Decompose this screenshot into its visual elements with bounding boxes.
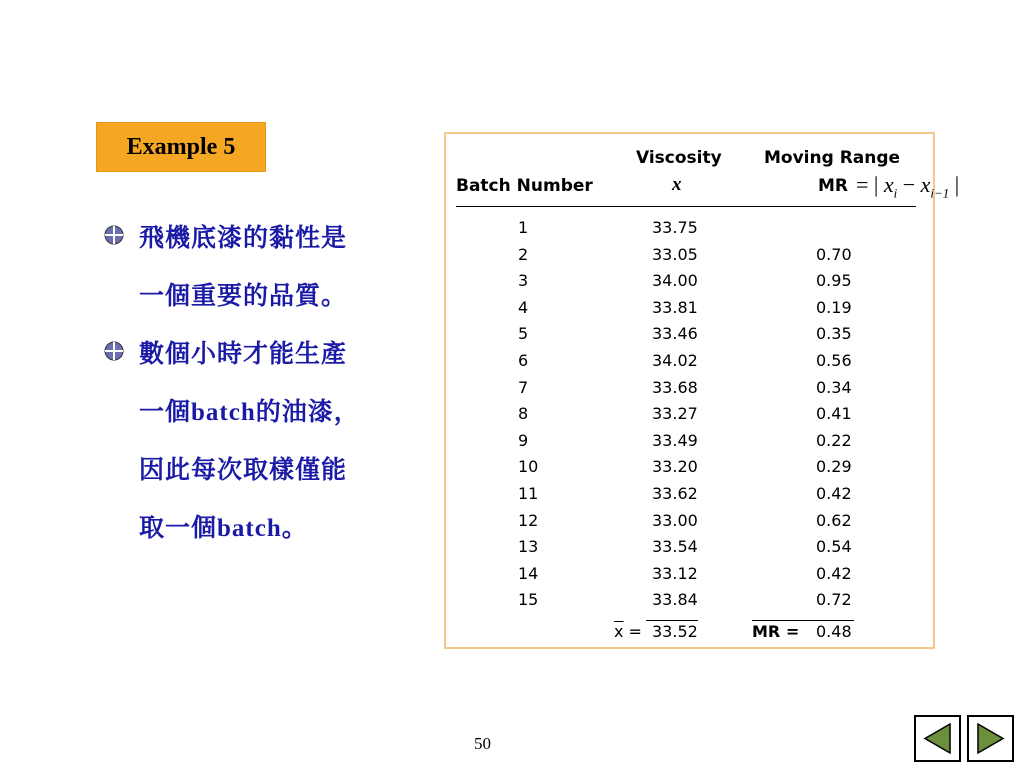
bullet-line: 數個小時才能生產 — [139, 341, 348, 368]
batch-cell: 7 — [518, 377, 529, 397]
moving-range-cell: 0.35 — [816, 324, 852, 344]
batch-cell: 3 — [518, 271, 529, 291]
viscosity-cell: 33.05 — [652, 244, 698, 264]
viscosity-cell: 33.00 — [652, 510, 698, 530]
batch-cell: 6 — [518, 351, 529, 370]
mrbar-rule — [752, 620, 854, 621]
bullet-list — [103, 210, 423, 558]
moving-range-cell: 0.29 — [816, 457, 852, 477]
bullet-item-2 — [103, 326, 423, 558]
batch-cell: 13 — [518, 537, 539, 557]
viscosity-cell: 34.02 — [652, 351, 698, 370]
header-moving-range: Moving Range — [764, 148, 901, 168]
viscosity-cell: 33.81 — [652, 297, 698, 317]
viscosity-cell: 33.68 — [652, 377, 698, 397]
viscosity-cell: 33.49 — [652, 430, 698, 450]
batch-cell: 15 — [518, 590, 539, 610]
previous-slide-button[interactable] — [914, 715, 961, 762]
moving-range-cell: 0.72 — [816, 590, 852, 610]
batch-cell: 14 — [518, 563, 539, 583]
next-slide-button[interactable] — [967, 715, 1014, 762]
viscosity-cell: 33.84 — [652, 590, 698, 610]
bullet-line: 一個重要的品質。 — [139, 283, 348, 310]
viscosity-cell: 33.27 — [652, 404, 698, 424]
mrbar-value: 0.48 — [816, 622, 852, 641]
batch-cell: 2 — [518, 244, 529, 264]
xbar-value: 33.52 — [652, 622, 698, 641]
viscosity-cell: 33.46 — [652, 324, 698, 344]
batch-cell: 1 — [518, 218, 529, 237]
bullet-line: 因此每次取樣僅能 — [139, 457, 348, 484]
xbar-rule — [646, 620, 698, 621]
bullet-item-1 — [103, 210, 423, 326]
viscosity-cell: 33.62 — [652, 484, 698, 503]
viscosity-cell: 33.75 — [652, 218, 698, 237]
bullet-icon — [103, 340, 125, 362]
moving-range-cell: 0.54 — [816, 537, 852, 557]
header-viscosity-var: x — [672, 174, 682, 195]
batch-cell: 10 — [518, 457, 539, 477]
moving-range-cell: 0.42 — [816, 484, 852, 503]
moving-range-cell: 0.95 — [816, 271, 852, 291]
moving-range-cell: 0.70 — [816, 244, 852, 264]
mr-formula: = | $x_i - x_{i-1}$ | — [856, 172, 960, 201]
bullet-line: 取一個batch。 — [139, 515, 308, 542]
moving-range-cell: 0.19 — [816, 297, 852, 317]
bullet-line: 一個batch的油漆， — [139, 399, 360, 426]
batch-cell: 12 — [518, 510, 539, 530]
data-table — [444, 132, 960, 649]
header-batch-number: Batch Number — [456, 176, 593, 196]
batch-cell: 5 — [518, 324, 529, 344]
header-rule — [456, 206, 916, 207]
xbar-label: $\overline{x}$ = — [614, 622, 642, 641]
bullet-line: 飛機底漆的黏性是 — [139, 225, 348, 252]
batch-cell: 4 — [518, 297, 529, 317]
triangle-right-icon — [969, 717, 1012, 760]
viscosity-cell: 33.20 — [652, 457, 698, 477]
moving-range-cell: 0.41 — [816, 404, 852, 424]
moving-range-cell: 0.42 — [816, 563, 852, 583]
triangle-left-icon — [916, 717, 959, 760]
bullet-icon — [103, 224, 125, 246]
mrbar-label: MR = — [752, 622, 800, 641]
viscosity-cell: 34.00 — [652, 271, 698, 291]
batch-cell: 9 — [518, 430, 529, 450]
moving-range-cell: 0.22 — [816, 430, 852, 450]
moving-range-cell: 0.56 — [816, 351, 852, 370]
moving-range-cell: 0.62 — [816, 510, 852, 530]
header-mr: MR — [818, 176, 849, 196]
moving-range-cell: 0.34 — [816, 377, 852, 397]
page-number: 50 — [474, 734, 491, 753]
batch-cell: 8 — [518, 404, 529, 424]
example-label: Example 5 — [96, 122, 266, 172]
viscosity-cell: 33.12 — [652, 563, 698, 583]
viscosity-cell: 33.54 — [652, 537, 698, 557]
batch-cell: 11 — [518, 484, 539, 503]
header-viscosity: Viscosity — [636, 148, 722, 168]
